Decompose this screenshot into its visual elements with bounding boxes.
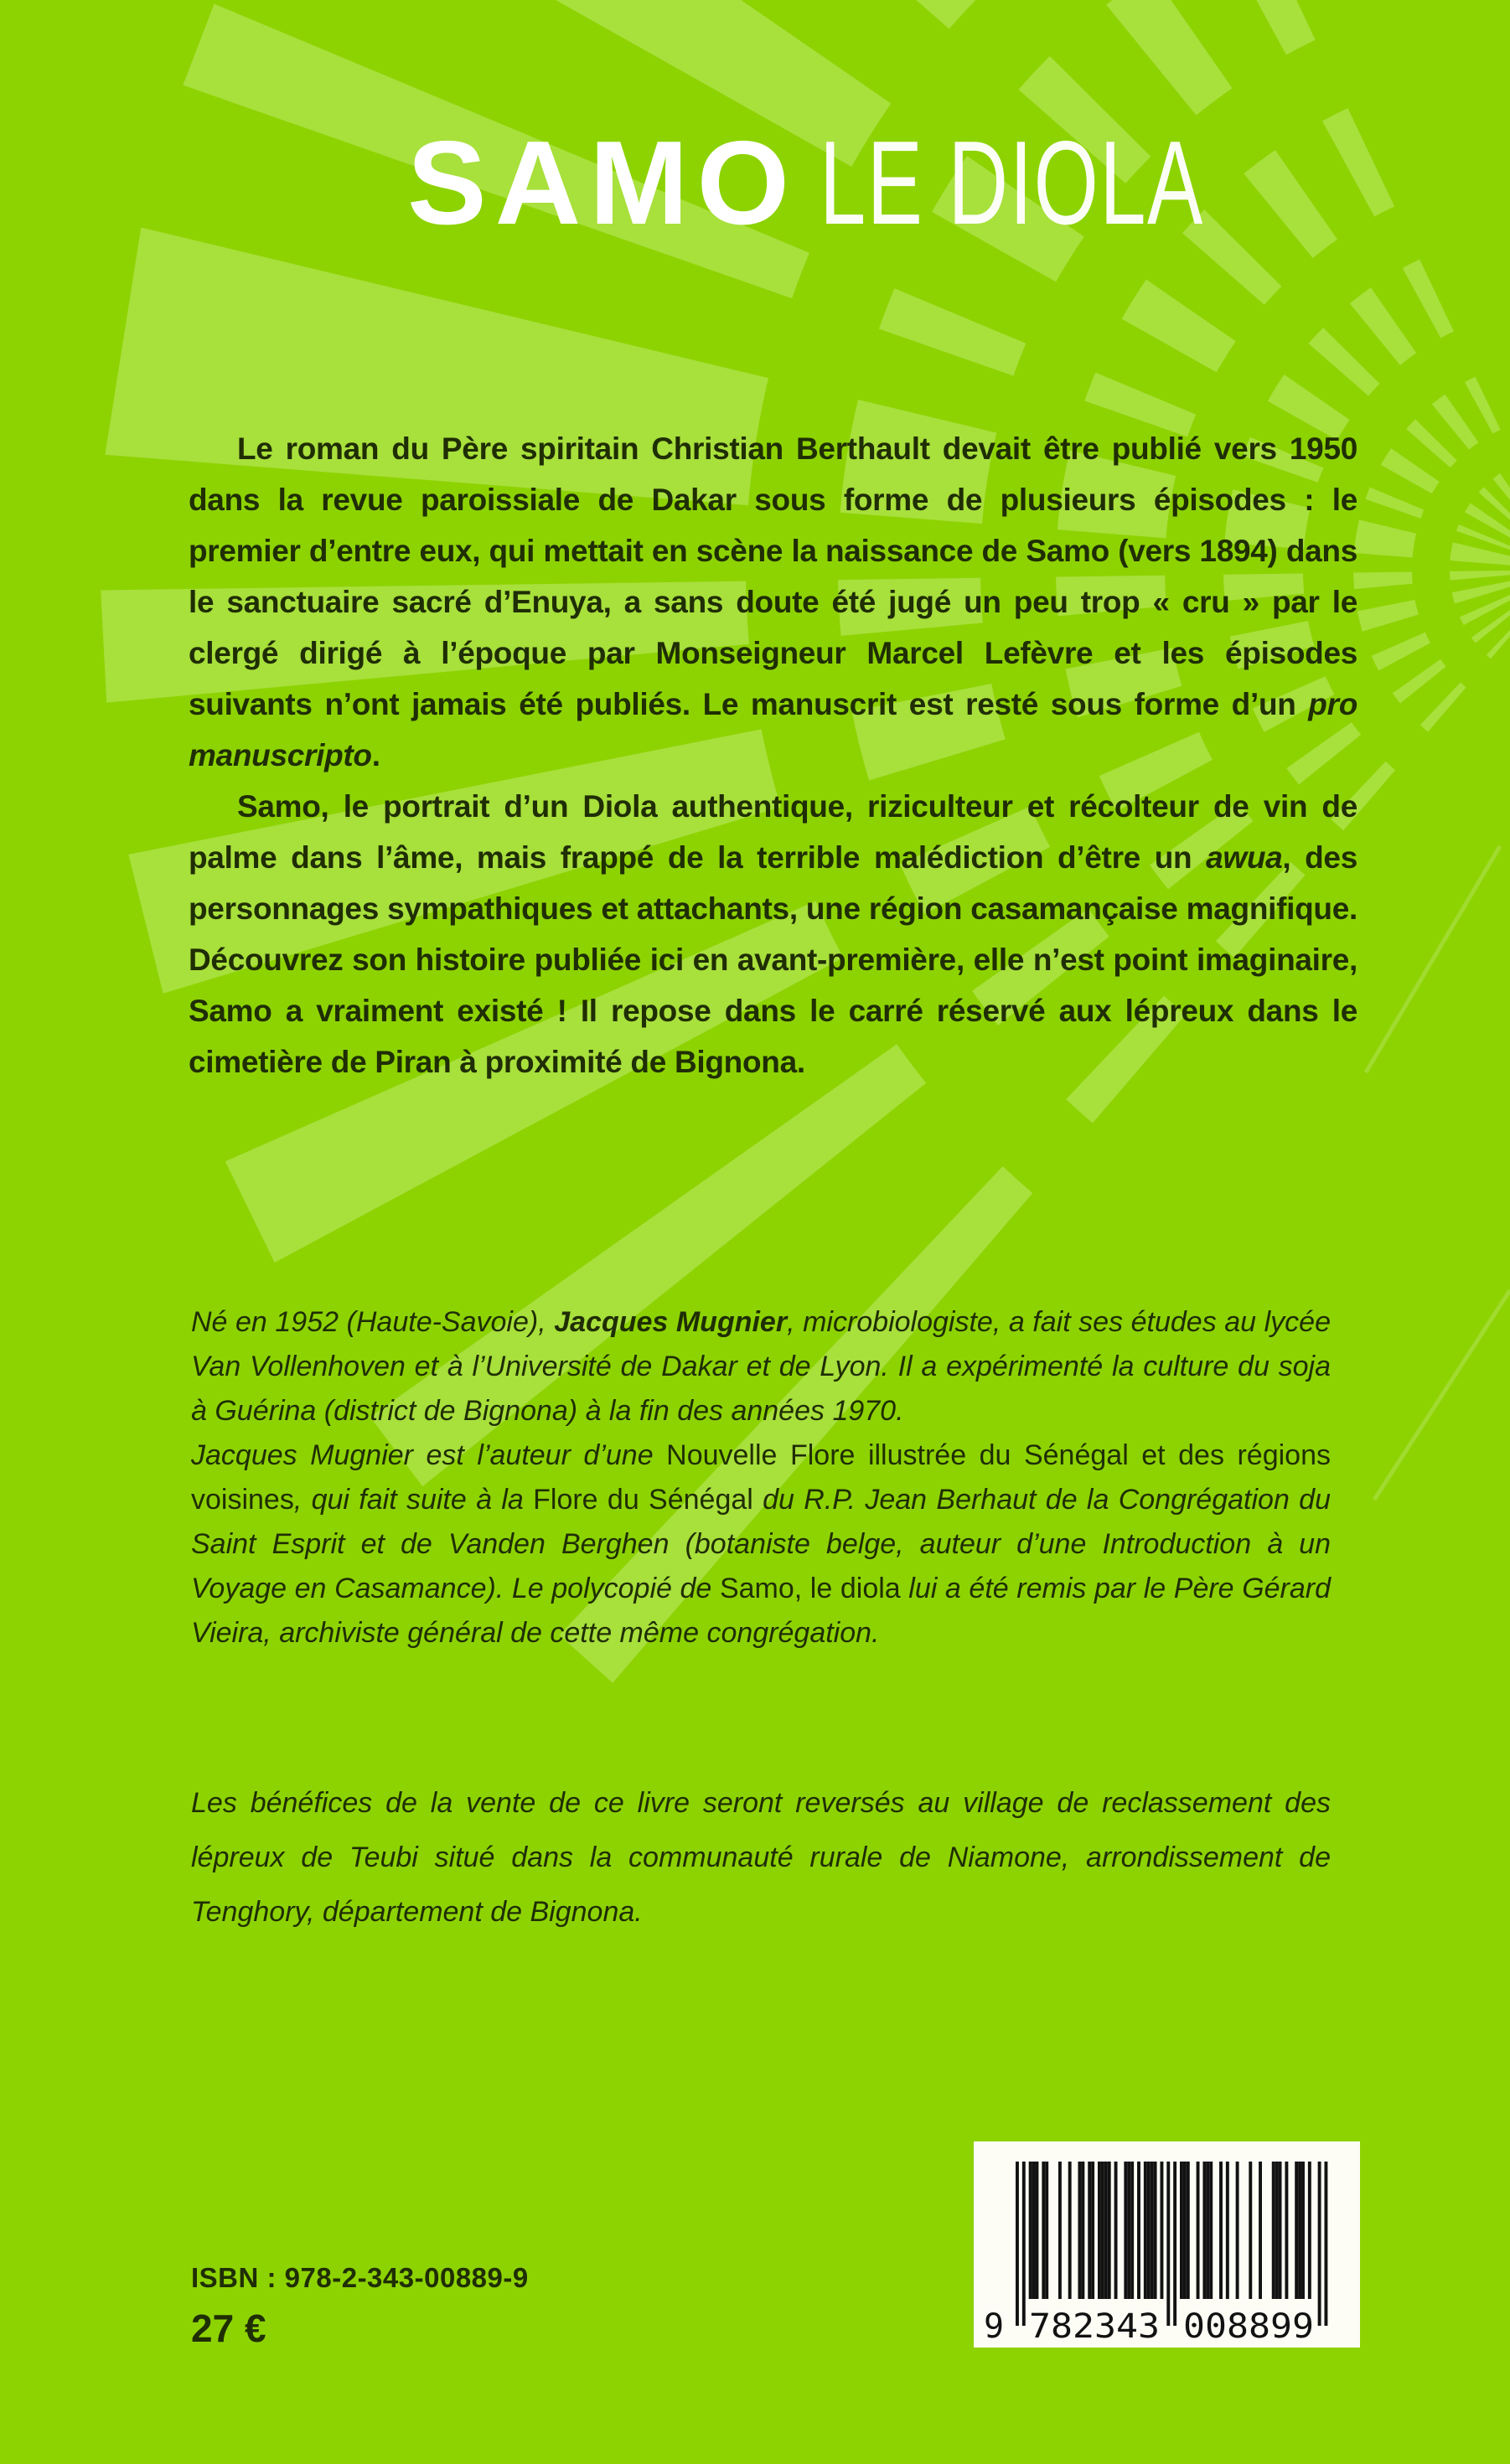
- charity-note: [191, 1776, 1331, 1940]
- barcode-panel: [974, 2141, 1360, 2348]
- barcode-digits: [984, 2307, 1314, 2346]
- synopsis-paragraph-1: [189, 423, 1357, 781]
- text-segment: Samo, le diola: [719, 1573, 901, 1604]
- text-segment: Né en 1952 (Haute-Savoie),: [191, 1306, 555, 1338]
- text-segment: pro manuscripto: [189, 687, 1357, 772]
- svg-text:782343: 782343: [1029, 2307, 1160, 2346]
- text-segment: , qui fait suite à la: [293, 1484, 534, 1516]
- bio-paragraph-2: [191, 1433, 1331, 1656]
- title-samo: SAMO: [407, 116, 798, 250]
- text-segment: lui a été remis par le Père Gérard Vieira, archiviste général de cette même congrégation.: [191, 1573, 1332, 1649]
- text-segment: Le roman du Père spiritain Christian Berthault devait être publié vers 1950 dans la revue paroissiale de Dakar sous forme de plusieurs épisodes : le premier d’entre eux, qui mettait en scène la naissance de Samo (vers 1894) dans le sanctuaire sacré d’Enuya, a sans doute été jugé un peu trop « cru » par le clergé dirigé à l’époque par Monseigneur Marcel Lefèvre et les épisodes suivants n’ont jamais été publiés. Le manuscrit est resté sous forme d’un: [189, 431, 1357, 721]
- svg-text:9: 9: [984, 2307, 1005, 2346]
- text-segment: Les bénéfices de la vente de ce livre seront reversés au village de reclassement des lépreux de Teubi situé dans la communauté rurale de Niamone, arrondissement de Tenghory, département de Bignona.: [191, 1787, 1331, 1928]
- text-segment: , des personnages sympathiques et attachants, une région casamançaise magnifique. Découvrez son histoire publiée ici en avant-première, elle n’est point imaginaire, Samo a vraiment existé ! Il repose dans le carré réservé aux lépreux dans le cimetière de Piran à proximité de Bignona.: [189, 840, 1357, 1079]
- text-segment: .: [371, 738, 380, 772]
- bio-paragraph-1: [191, 1300, 1331, 1433]
- text-segment: Jacques Mugnier: [554, 1306, 788, 1338]
- isbn-text: ISBN : 978-2-343-00889-9: [191, 2262, 529, 2293]
- text-segment: du R.P. Jean Berhaut de la Congrégation du Saint Esprit et de Vanden Berghen (botaniste belge, auteur d’une Introduction à un Voyage en Casamance). Le polycopié de: [191, 1484, 1331, 1604]
- text-segment: Nouvelle Flore illustrée du Sénégal et des régions voisines: [191, 1439, 1331, 1516]
- synopsis: [189, 423, 1357, 1087]
- ean13-barcode: [974, 2141, 1360, 2348]
- text-segment: awua: [1206, 840, 1283, 875]
- text-segment: Samo, le portrait d’un Diola authentique, riziculteur et récolteur de vin de palme dans l’âme, mais frappé de la terrible malédiction d’être un: [189, 789, 1357, 875]
- price-text: 27 €: [191, 2306, 266, 2350]
- charity-paragraph: [191, 1776, 1331, 1940]
- text-segment: , microbiologiste, a fait ses études au lycée Van Vollenhoven et à l’Université de Dakar et de Lyon. Il a expérimenté la culture du soja à Guérina (district de Bignona) à la fin des années 1970.: [191, 1306, 1332, 1427]
- author-bio: [191, 1300, 1331, 1656]
- text-segment: Flore du Sénégal: [533, 1484, 753, 1516]
- book-title: [407, 116, 1368, 250]
- synopsis-paragraph-2: [189, 781, 1357, 1087]
- title-le-diola: LE DIOLA: [820, 116, 1204, 250]
- svg-text:008899: 008899: [1183, 2307, 1314, 2346]
- text-segment: Jacques Mugnier est l’auteur d’une: [191, 1439, 667, 1471]
